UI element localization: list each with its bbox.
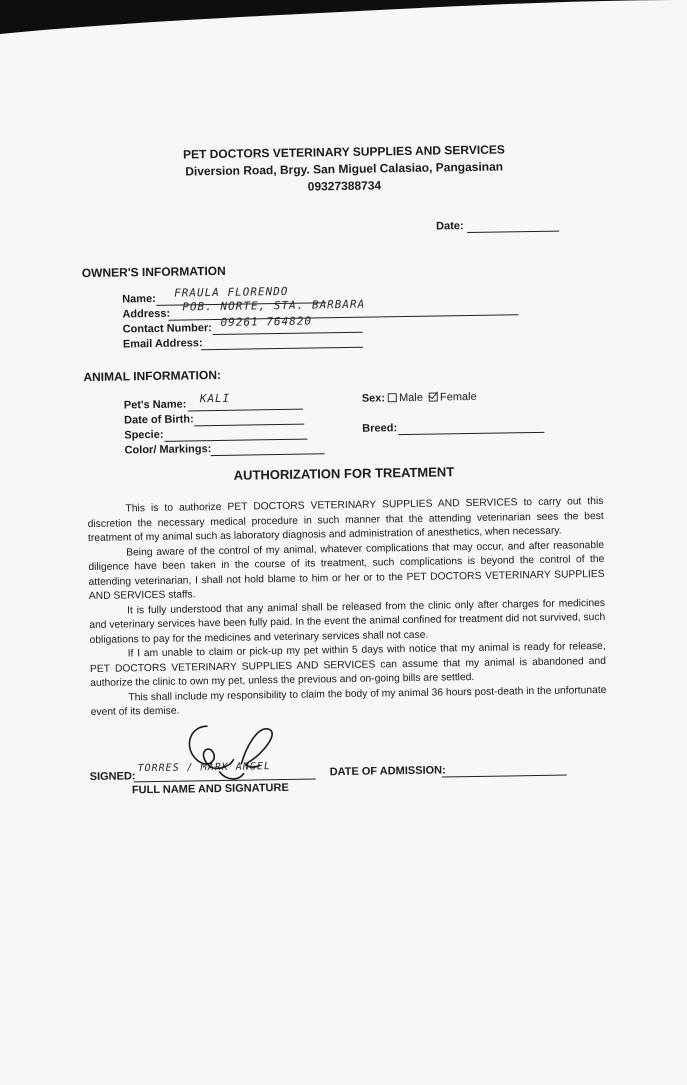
contact-number-label: Contact Number: (122, 322, 212, 336)
owner-address-value: POB. NORTE, STA. BARBARA (182, 297, 366, 314)
breed-label: Breed: (362, 422, 398, 435)
authorization-paragraph: It is fully understood that any animal shall be released from the clinic only after charges for medicines and veterinary services have been fully paid. In the event the animal confined for treatment did not survived, such obligations to pay for the medicines and veterinary services shall not case. (89, 597, 606, 646)
authorization-paragraph: This shall include my responsibility to claim the body of my animal 36 hours post-death in the unfortunate event of its demise. (90, 684, 607, 719)
date-label: Date: (435, 220, 464, 233)
owner-name-label: Name: (122, 292, 156, 306)
authorization-body (87, 495, 606, 721)
specie-label: Specie: (124, 428, 164, 442)
signed-label: SIGNED: (89, 770, 136, 784)
company-name: PET DOCTORS VETERINARY SUPPLIES AND SERVICES (182, 142, 505, 162)
sex-female-label: Female (439, 390, 477, 404)
color-markings-field[interactable] (211, 453, 325, 456)
authorization-paragraph: This is to authorize PET DOCTORS VETERINARY SUPPLIES AND SERVICES to carry out this discretion the necessary medical procedure in such manner that the attending veterinarian sees the best treatment of my animal such as laboratory diagnosis and administration of anesthetics, when necessary. (87, 495, 604, 545)
authorization-title: AUTHORIZATION FOR TREATMENT (233, 464, 455, 483)
owner-section-title: OWNER'S INFORMATION (81, 263, 226, 281)
breed-field[interactable] (398, 432, 544, 435)
color-markings-label: Color/ Markings: (124, 443, 212, 457)
authorization-paragraph: Being aware of the control of my animal, whatever complications that may occur, and after reasonable diligence have been taken in the course of its treatment, such complications is beyond the control of the attending veterinarian, I shall not hold blame to him or her or to the PET DOCTORS VETERINARY SUPPLIES AND SERVICES staffs. (88, 539, 605, 603)
email-field[interactable] (201, 347, 363, 351)
pet-name-label: Pet's Name: (123, 398, 187, 412)
sex-group (362, 391, 477, 405)
contact-number-value: 09261 764820 (220, 314, 313, 329)
full-name-signature-caption: FULL NAME AND SIGNATURE (131, 781, 289, 797)
sex-label: Sex: (361, 392, 386, 405)
animal-section-title: ANIMAL INFORMATION: (83, 367, 222, 385)
contact-number-field[interactable] (213, 332, 363, 335)
company-phone: 09327388734 (307, 178, 382, 194)
authorization-paragraph: If I am unable to claim or pick-up my pet within 5 days with notice that my animal is ready for release, PET DOCTORS VETERINARY SUPPLIES AND SERVICES can assume that my animal is abandoned and authorize the clinic to own my pet, unless the previous and on-going bills are settled. (89, 640, 607, 690)
pet-name-value: KALI (199, 391, 231, 406)
company-address: Diversion Road, Brgy. San Miguel Calasiao, Pangasinan (185, 159, 504, 179)
signed-name-value: TORRES / MARK ANGEL (137, 761, 272, 775)
owner-address-label: Address: (122, 307, 171, 321)
email-label: Email Address: (122, 337, 203, 351)
dob-label: Date of Birth: (124, 413, 194, 427)
sex-male-checkbox[interactable] (388, 393, 397, 402)
sex-female-checkbox[interactable] (429, 393, 438, 402)
owner-name-value: FRAULA FLORENDO (173, 284, 289, 300)
date-of-admission-field[interactable] (442, 775, 567, 778)
specie-field[interactable] (164, 439, 307, 442)
pet-name-field[interactable] (188, 409, 303, 412)
date-field[interactable] (467, 231, 559, 233)
dob-field[interactable] (194, 424, 304, 427)
sex-male-label: Male (398, 391, 424, 405)
date-of-admission-label: DATE OF ADMISSION: (329, 764, 446, 779)
handwritten-signature (179, 719, 290, 787)
